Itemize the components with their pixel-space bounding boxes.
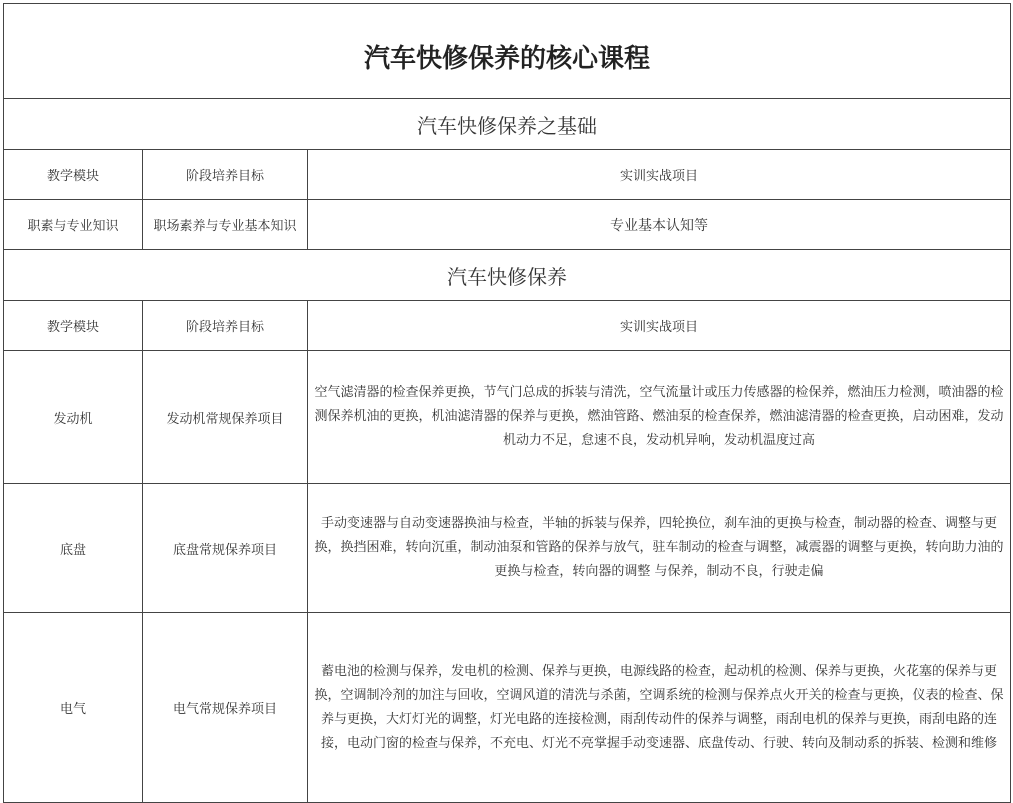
column-header-module: 教学模块	[4, 301, 143, 351]
section-heading-maintenance: 汽车快修保养	[4, 250, 1011, 301]
module-cell: 发动机	[4, 351, 143, 484]
goal-cell: 发动机常规保养项目	[143, 351, 308, 484]
module-cell: 职素与专业知识	[4, 200, 143, 250]
course-table	[3, 3, 1011, 803]
table-row	[4, 351, 1011, 484]
goal-cell: 职场素养与专业基本知识	[143, 200, 308, 250]
column-header-row	[4, 150, 1011, 200]
page-title: 汽车快修保养的核心课程	[4, 4, 1011, 99]
table-row	[4, 484, 1011, 613]
project-cell: 手动变速器与自动变速器换油与检查，半轴的拆装与保养，四轮换位，刹车油的更换与检查，制动器的检查、调整与更换，换挡困难，转向沉重，制动油泵和管路的保养与放气，驻车制动的检查与调整，减震器的调整与更换，转向助力油的更换与检查，转向器的调整 与保养，制动不良，行驶走偏	[308, 484, 1011, 613]
column-header-row	[4, 301, 1011, 351]
column-header-goal: 阶段培养目标	[143, 301, 308, 351]
title-row	[4, 4, 1011, 99]
column-header-goal: 阶段培养目标	[143, 150, 308, 200]
table-row	[4, 613, 1011, 803]
section-heading-row	[4, 99, 1011, 150]
table-row	[4, 200, 1011, 250]
module-cell: 电气	[4, 613, 143, 803]
column-header-project: 实训实战项目	[308, 301, 1011, 351]
project-cell: 空气滤清器的检查保养更换，节气门总成的拆装与清洗，空气流量计或压力传感器的检保养，燃油压力检测，喷油器的检测保养机油的更换，机油滤清器的保养与更换，燃油管路、燃油泵的检查保养，燃油滤清器的检查更换，启动困难，发动机动力不足，怠速不良，发动机异响，发动机温度过高	[308, 351, 1011, 484]
module-cell: 底盘	[4, 484, 143, 613]
section-heading-row	[4, 250, 1011, 301]
project-cell: 专业基本认知等	[308, 200, 1011, 250]
column-header-project: 实训实战项目	[308, 150, 1011, 200]
project-cell: 蓄电池的检测与保养，发电机的检测、保养与更换，电源线路的检查，起动机的检测、保养与更换，火花塞的保养与更换，空调制冷剂的加注与回收，空调风道的清洗与杀菌，空调系统的检测与保养点火开关的检查与更换，仪表的检查、保养与更换，大灯灯光的调整，灯光电路的连接检测，雨刮传动件的保养与调整，雨刮电机的保养与更换，雨刮电路的连接，电动门窗的检查与保养，不充电、灯光不亮掌握手动变速器、底盘传动、行驶、转向及制动系的拆装、检测和维修	[308, 613, 1011, 803]
goal-cell: 电气常规保养项目	[143, 613, 308, 803]
column-header-module: 教学模块	[4, 150, 143, 200]
goal-cell: 底盘常规保养项目	[143, 484, 308, 613]
section-heading-basic: 汽车快修保养之基础	[4, 99, 1011, 150]
